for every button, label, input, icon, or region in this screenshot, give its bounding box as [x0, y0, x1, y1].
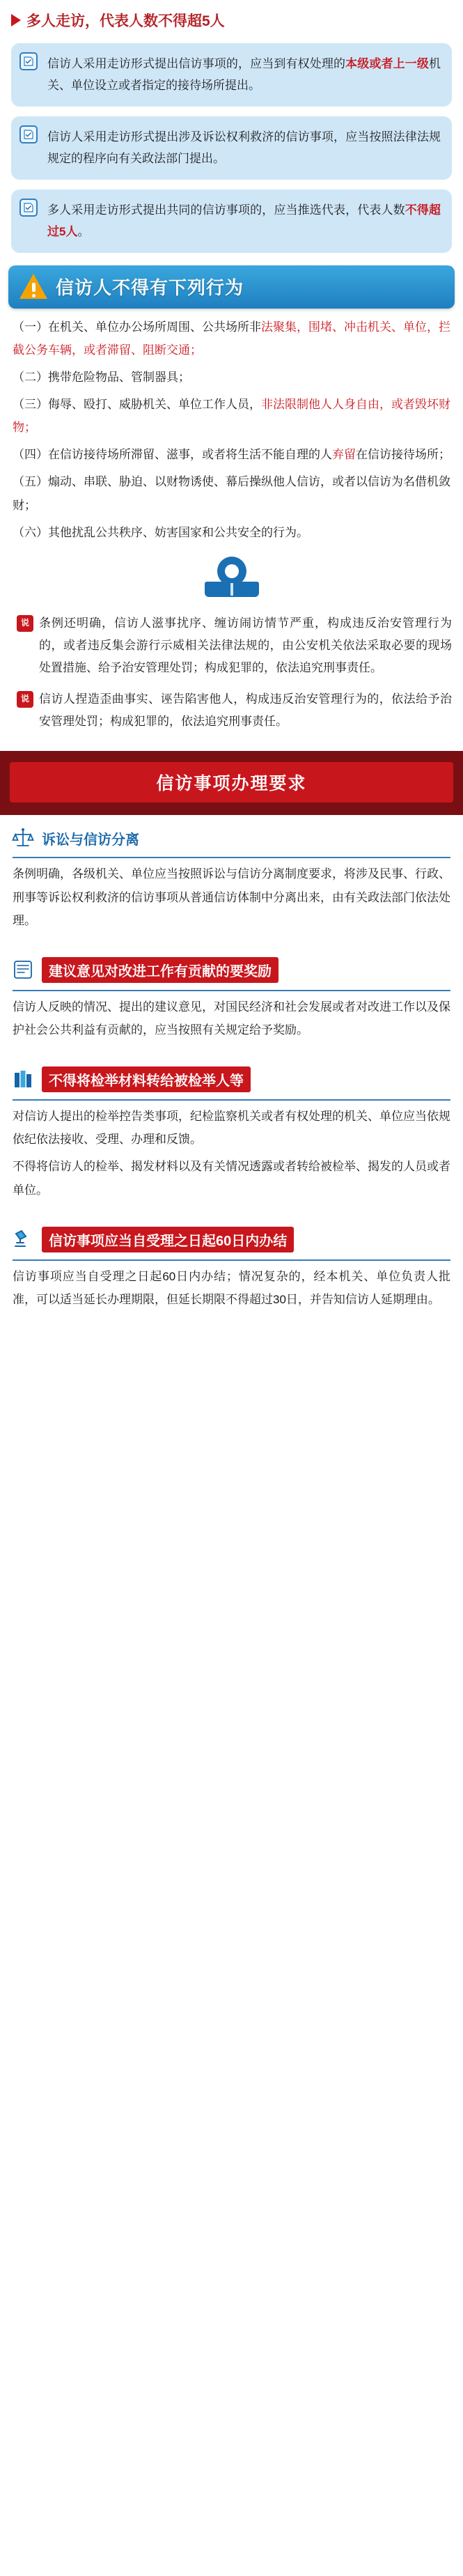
prohibited-item: （五）煽动、串联、胁迫、以财物诱使、幕后操纵他人信访，或者以信访为名借机敛财； [13, 475, 450, 512]
books-icon [11, 1068, 35, 1092]
note-card [11, 43, 452, 107]
requirement-head-no-transfer-materials [0, 1055, 463, 1095]
document-check-icon [19, 199, 38, 217]
requirements-band-title: 信访事项办理要求 [10, 762, 453, 802]
prohibited-item: （四）在信访接待场所滞留、滋事，或者将生活不能自理的人弃留在信访接待场所； [13, 448, 450, 462]
decorative-illustration [0, 547, 463, 605]
scales-balance-icon [11, 826, 35, 850]
prohibited-item: （三）侮辱、殴打、威胁机关、单位工作人员，非法限制他人人身自由，或者毁坏财物； [13, 398, 450, 435]
divider [13, 1099, 450, 1101]
requirement-title: 建议意见对改进工作有贡献的要奖励 [42, 957, 278, 983]
section-heading-text: 多人走访，代表人数不得超5人 [26, 13, 225, 29]
divider [13, 857, 450, 858]
note-tag-badge: 说 [17, 615, 33, 632]
requirement-paragraph: 对信访人提出的检举控告类事项，纪检监察机关或者有权处理的机关、单位应当依规依纪依法接收、受理、办理和反馈。 [13, 1110, 450, 1147]
explanatory-note [11, 688, 452, 734]
requirement-paragraph: 信访事项应当自受理之日起60日内办结；情况复杂的，经本机关、单位负责人批准，可以适当延长办理期限，但延长期限不得超过30日，并告知信访人延期理由。 [13, 1269, 450, 1306]
note-card [11, 189, 452, 253]
note-text: 信访人采用走访形式提出涉及诉讼权利救济的信访事项，应当按照法律法规规定的程序向有关政法部门提出。 [47, 130, 441, 166]
document-check-icon [19, 125, 38, 143]
explanatory-note-text: 条例还明确，信访人滋事扰序、缠访闹访情节严重，构成违反治安管理行为的，或者违反集会游行示威相关法律法规的，由公安机关依法采取必要的现场处置措施、给予治安管理处罚；构成犯罪的，依法追究刑事责任。 [39, 616, 452, 675]
divider [13, 990, 450, 991]
requirement-title: 不得将检举材料转给被检举人等 [42, 1066, 251, 1092]
requirement-paragraph: 不得将信访人的检举、揭发材料以及有关情况透露或者转给被检举、揭发的人员或者单位。 [13, 1160, 450, 1197]
divider [13, 1259, 450, 1261]
triangle-bullet-icon [11, 14, 21, 26]
gavel-icon [11, 1227, 35, 1251]
section-heading-multi-visit [0, 0, 463, 38]
note-text: 多人采用走访形式提出共同的信访事项的，应当推选代表，代表人数不得超过5人。 [47, 203, 441, 239]
explanatory-note-text: 信访人捏造歪曲事实、诬告陷害他人，构成违反治安管理行为的，依法给予治安管理处罚；构成犯罪的，依法追究刑事责任。 [39, 692, 452, 729]
document-check-icon [19, 52, 38, 70]
requirement-head-suggestion-reward [0, 946, 463, 986]
prohibited-item: （六）其他扰乱公共秩序、妨害国家和公共安全的行为。 [13, 525, 308, 539]
requirement-paragraph: 条例明确，各级机关、单位应当按照诉讼与信访分离制度要求，将涉及民事、行政、刑事等诉讼权利救济的信访事项从普通信访体制中分离出来，由有关政法部门依法处理。 [13, 867, 450, 927]
note-card [11, 116, 452, 180]
banner-title: 信访人不得有下列行为 [56, 277, 244, 299]
prohibited-item: （一）在机关、单位办公场所周围、公共场所非法聚集，围堵、冲击机关、单位，拦截公务车辆，或者滞留、阻断交通； [13, 320, 450, 357]
requirement-title: 信访事项应当自受理之日起60日内办结 [42, 1227, 294, 1252]
camera-lens-book-icon [202, 557, 262, 601]
requirement-title: 诉讼与信访分离 [42, 832, 139, 848]
note-text: 信访人采用走访形式提出信访事项的，应当到有权处理的本级或者上一级机关、单位设立或者指定的接待场所提出。 [47, 57, 441, 93]
prohibited-behaviors-banner [8, 265, 455, 309]
warning-triangle-icon [19, 274, 47, 300]
scroll-award-icon [11, 958, 35, 981]
requirements-band [0, 751, 463, 815]
note-tag-badge: 说 [17, 691, 33, 708]
requirement-head-60-day-deadline [0, 1216, 463, 1255]
prohibited-item: （二）携带危险物品、管制器具； [13, 370, 190, 384]
requirement-paragraph: 信访人反映的情况、提出的建议意见，对国民经济和社会发展或者对改进工作以及保护社会公共利益有贡献的，应当按照有关规定给予奖励。 [13, 1000, 450, 1037]
explanatory-note [11, 612, 452, 680]
requirement-head-litigation-separation [0, 815, 463, 853]
